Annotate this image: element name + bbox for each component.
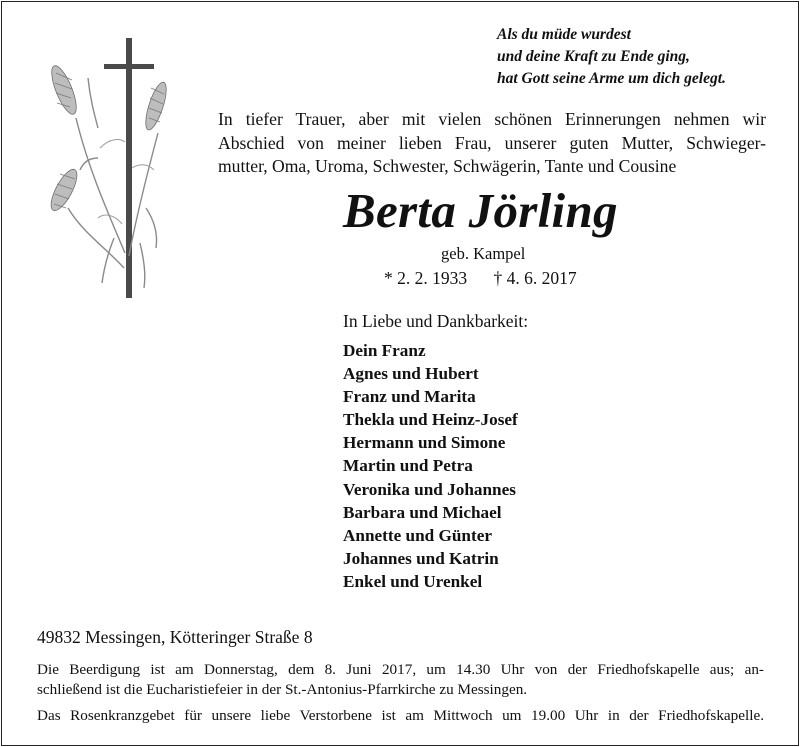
rosary-info: Das Rosenkranzgebet für unsere liebe Verstorbene ist am Mittwoch um 19.00 Uhr in der Friedhofskapelle. [37,707,764,724]
survivor-item: Enkel und Urenkel [343,571,483,591]
survivor-item: Agnes und Hubert [343,364,479,384]
poem-line: Als du müde wurdest [497,26,631,43]
survivor-item: Franz und Marita [343,387,476,407]
wheat-stems [68,78,158,288]
survivor-item: Martin und Petra [343,456,473,476]
family-address: 49832 Messingen, Kötteringer Straße 8 [37,627,313,647]
funeral-line: schließend ist die Eucharistiefeier in der St.-Antonius-Pfarrkirche zu Messingen. [37,681,528,698]
funeral-info [37,660,764,700]
survivors-list [343,339,518,593]
poem-line: und deine Kraft zu Ende ging, [497,48,690,65]
maiden-name: geb. Kampel [441,244,526,263]
thanks-heading: In Liebe und Dankbarkeit: [343,311,529,331]
life-dates [384,267,577,289]
poem [497,24,726,90]
survivor-item: Thekla und Heinz-Josef [343,410,518,430]
cross-vertical [126,38,132,298]
cross-and-wheat-icon [28,38,178,300]
death-date: † 4. 6. 2017 [493,268,577,288]
survivor-item: Barbara und Michael [343,502,502,522]
cross-horizontal [104,64,154,69]
survivor-item: Annette und Günter [343,525,492,545]
intro-line: Abschied von meiner lieben Frau, unserer guten Mutter, Schwieger- [218,132,766,153]
intro-text [218,108,766,179]
survivor-item: Hermann und Simone [343,433,506,453]
survivor-item: Johannes und Katrin [343,548,499,568]
wheat-ears [46,63,170,214]
survivor-item: Dein Franz [343,341,426,360]
intro-line: In tiefer Trauer, aber mit vielen schönen Erinnerungen nehmen wir [218,109,766,129]
funeral-line: Die Beerdigung ist am Donnerstag, dem 8. Juni 2017, um 14.30 Uhr von der Friedhofskapelle aus; an- [37,661,764,678]
survivor-item: Veronika und Johannes [343,479,516,499]
intro-line: mutter, Oma, Uroma, Schwester, Schwägerin, Tante und Cousine [218,156,677,176]
deceased-name: Berta Jörling [343,183,618,238]
birth-date: * 2. 2. 1933 [384,268,468,288]
poem-line: hat Gott seine Arme um dich gelegt. [497,70,726,87]
